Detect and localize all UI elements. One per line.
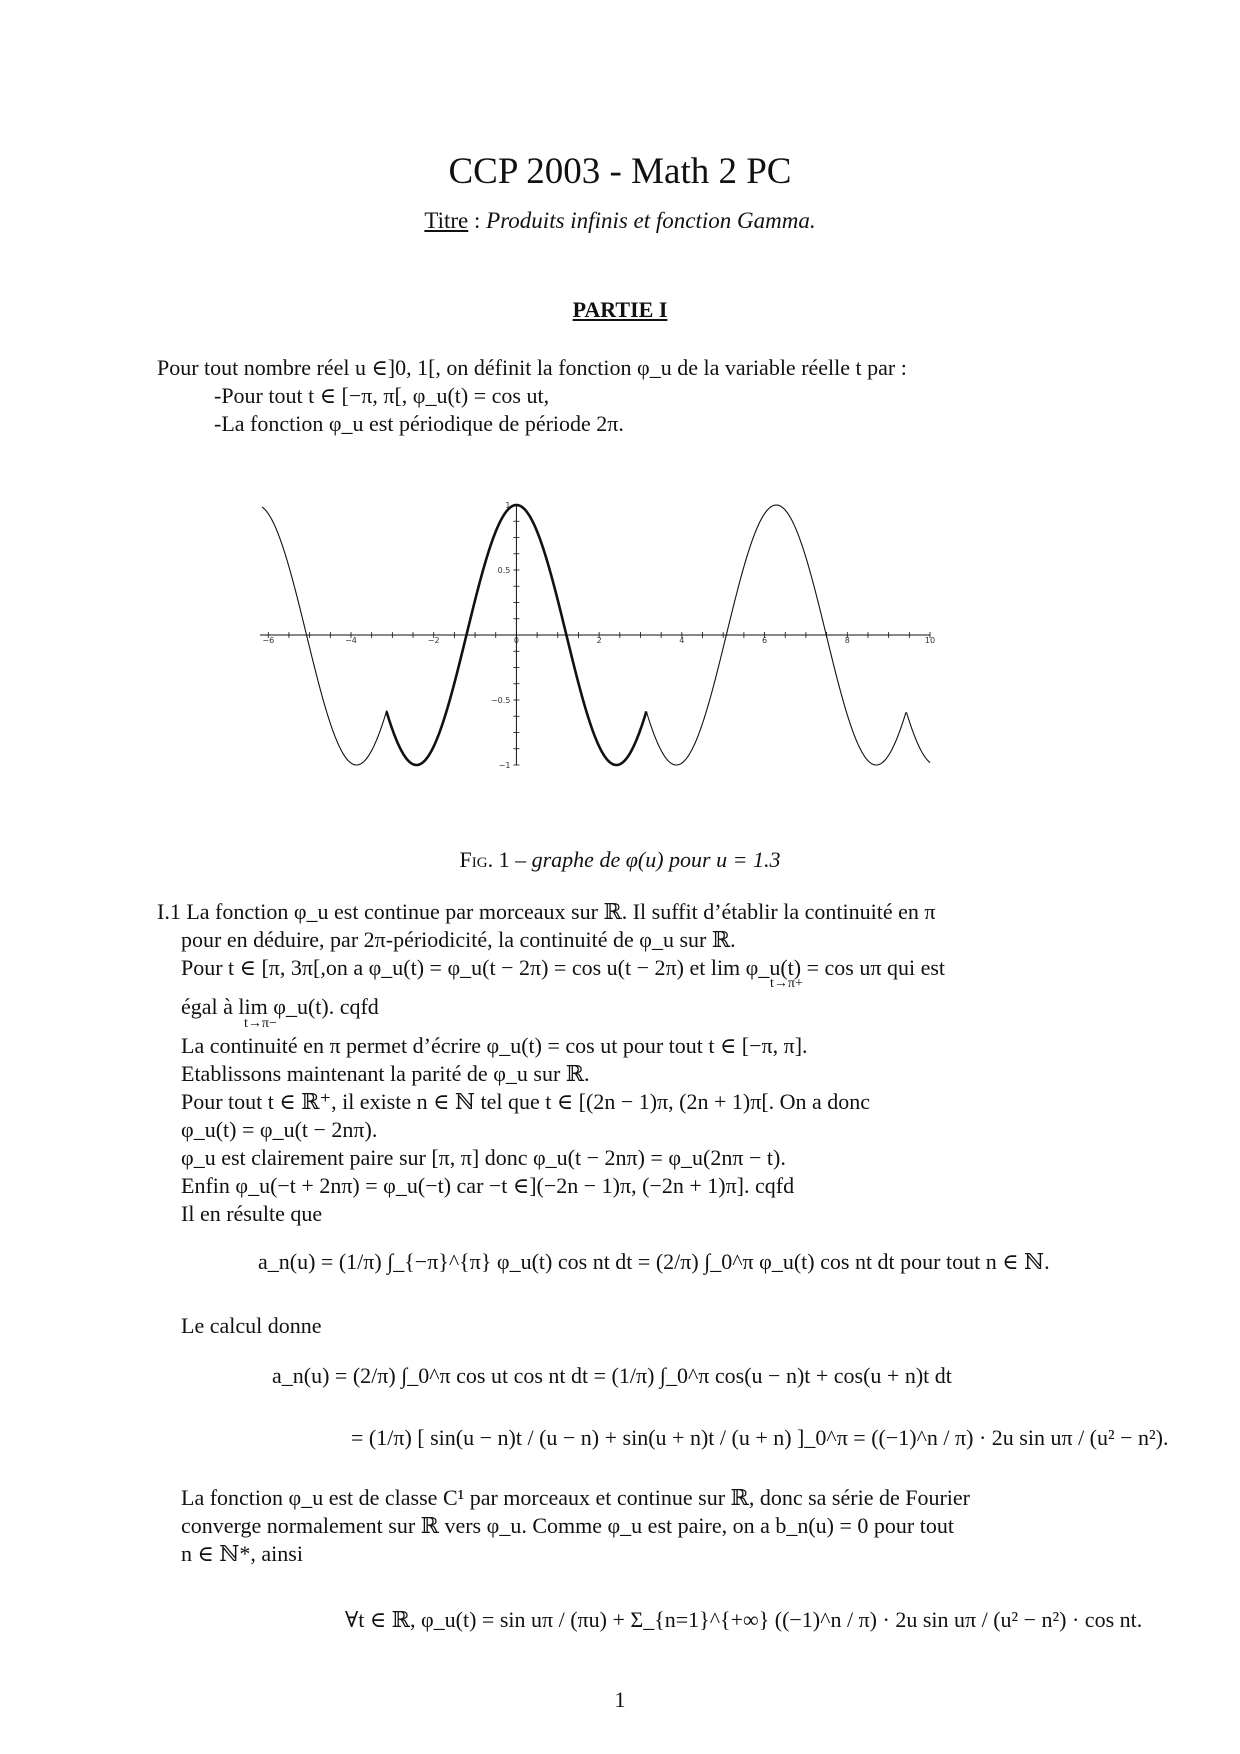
limit-subscript-minus: t→π− <box>244 1016 277 1031</box>
figure-caption-sep: – <box>509 847 532 872</box>
paragraph-1-line-6: Etablissons maintenant la parité de φ_u sur ℝ. <box>181 1061 590 1086</box>
y-tick-label: 1 <box>505 501 511 510</box>
subtitle-text: Produits infinis et fonction Gamma. <box>486 208 816 233</box>
figure-label: Fig. 1 <box>459 847 510 872</box>
paragraph-1-line-2: pour en déduire, par 2π-périodicité, la continuité de φ_u sur ℝ. <box>181 927 736 952</box>
x-tick-label: 2 <box>596 636 602 645</box>
paragraph-2: Le calcul donne <box>181 1313 322 1338</box>
figure-caption <box>0 846 1240 874</box>
paragraph-1-line-7: Pour tout t ∈ ℝ⁺, il existe n ∈ ℕ tel que t ∈ [(2n − 1)π, (2n + 1)π[. On a donc <box>181 1089 871 1114</box>
y-tick-label: −1 <box>498 761 511 770</box>
x-tick-label: −2 <box>427 636 440 645</box>
paragraph-3-line-3: n ∈ ℕ*, ainsi <box>181 1541 303 1566</box>
paragraph-3-line-1: La fonction φ_u est de classe C¹ par morceaux et continue sur ℝ, donc sa série de Fourier <box>181 1485 970 1510</box>
paragraph-1-line-1: I.1 La fonction φ_u est continue par morceaux sur ℝ. Il suffit d’établir la continuité en π <box>157 899 936 924</box>
page-number: 1 <box>614 1687 626 1712</box>
document-subtitle <box>0 206 1240 236</box>
paragraph-1-line-11: Il en résulte que <box>181 1201 323 1226</box>
paragraph-1-line-8: φ_u(t) = φ_u(t − 2nπ). <box>181 1117 378 1142</box>
intro-line-3: -La fonction φ_u est périodique de période 2π. <box>214 411 624 436</box>
paragraph-1-line-9: φ_u est clairement paire sur [π, π] donc φ_u(t − 2nπ) = φ_u(2nπ − t). <box>181 1145 786 1170</box>
function-plot <box>240 495 940 785</box>
limit-subscript-plus: t→π+ <box>770 976 803 991</box>
plot-axes <box>260 505 930 765</box>
intro-line-2: -Pour tout t ∈ [−π, π[, φ_u(t) = cos ut, <box>214 383 550 408</box>
paragraph-1-line-4: égal à lim φ_u(t). cqfd <box>181 994 379 1019</box>
subtitle-separator: : <box>468 208 487 233</box>
document-title: CCP 2003 - Math 2 PC <box>448 151 792 192</box>
y-tick-label: −0.5 <box>490 696 511 705</box>
part-heading: PARTIE I <box>572 297 668 322</box>
figure-caption-text: graphe de φ(u) pour u = 1.3 <box>531 847 781 872</box>
subtitle-label: Titre <box>424 208 469 233</box>
paragraph-3-line-2: converge normalement sur ℝ vers φ_u. Comme φ_u est paire, on a b_n(u) = 0 pour tout <box>181 1513 954 1538</box>
equation-fourier-series: ∀t ∈ ℝ, φ_u(t) = sin uπ / (πu) + Σ_{n=1}^{+∞} ((−1)^n / π) · 2u sin uπ / (u² − n²) · cos nt. <box>345 1607 1143 1632</box>
x-tick-label: 8 <box>844 636 850 645</box>
paragraph-1-line-3: Pour t ∈ [π, 3π[,on a φ_u(t) = φ_u(t − 2π) = cos u(t − 2π) et lim φ_u(t) = cos uπ qui est <box>181 955 946 980</box>
x-tick-label: 10 <box>924 636 936 645</box>
x-tick-label: 0 <box>513 636 519 645</box>
intro-line-1: Pour tout nombre réel u ∈]0, 1[, on définit la fonction φ_u de la variable réelle t par : <box>157 355 907 380</box>
equation-computation-line-1: a_n(u) = (2/π) ∫_0^π cos ut cos nt dt = (1/π) ∫_0^π cos(u − n)t + cos(u + n)t dt <box>272 1363 952 1388</box>
x-tick-label: 6 <box>762 636 768 645</box>
paragraph-1-line-10: Enfin φ_u(−t + 2nπ) = φ_u(−t) car −t ∈](−2n − 1)π, (−2n + 1)π]. cqfd <box>181 1173 795 1198</box>
x-tick-label: 4 <box>679 636 685 645</box>
x-tick-label: −4 <box>345 636 357 645</box>
paragraph-1-line-5: La continuité en π permet d’écrire φ_u(t) = cos ut pour tout t ∈ [−π, π]. <box>181 1033 808 1058</box>
y-tick-label: 0.5 <box>497 566 511 575</box>
equation-fourier-coefficient: a_n(u) = (1/π) ∫_{−π}^{π} φ_u(t) cos nt dt = (2/π) ∫_0^π φ_u(t) cos nt dt pour tout n ∈ ℕ. <box>258 1249 1050 1274</box>
equation-computation-line-2: = (1/π) [ sin(u − n)t / (u − n) + sin(u + n)t / (u + n) ]_0^π = ((−1)^n / π) · 2u sin uπ / (u² − n²). <box>351 1425 1169 1450</box>
x-tick-label: −6 <box>262 636 275 645</box>
